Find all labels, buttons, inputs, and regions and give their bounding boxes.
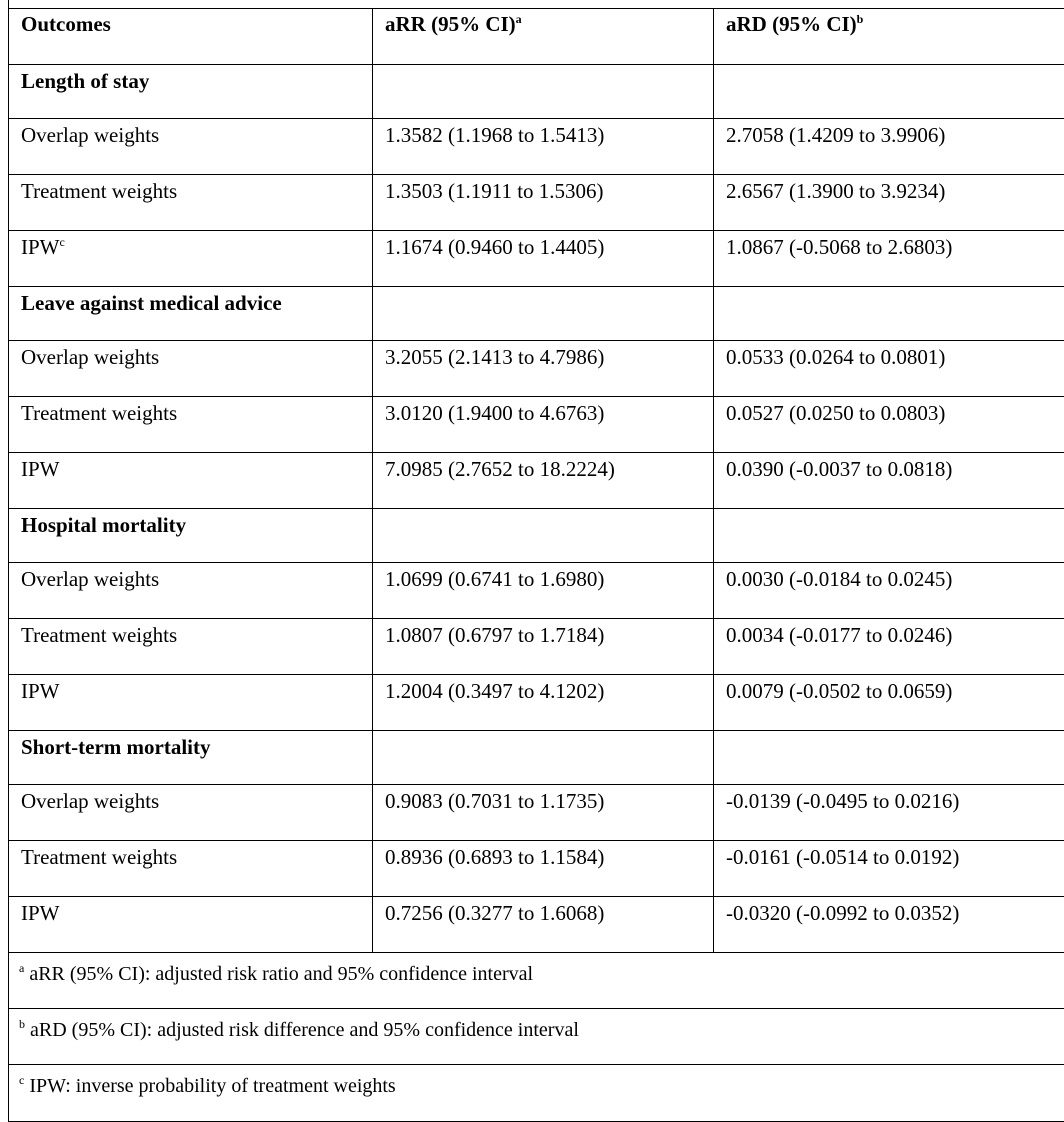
group-name: Length of stay — [9, 65, 373, 119]
method-cell: Overlap weights — [9, 119, 373, 175]
arr-cell: 3.0120 (1.9400 to 4.6763) — [373, 397, 714, 453]
arr-cell: 1.3582 (1.1968 to 1.5413) — [373, 119, 714, 175]
table-row — [9, 675, 1064, 731]
empty-cell — [714, 287, 1064, 341]
ard-cell: 1.0867 (-0.5068 to 2.6803) — [714, 231, 1064, 287]
group-row — [9, 287, 1064, 341]
method-cell: Overlap weights — [9, 563, 373, 619]
ard-cell: 2.7058 (1.4209 to 3.9906) — [714, 119, 1064, 175]
table-body — [9, 65, 1064, 1122]
arr-cell: 3.2055 (2.1413 to 4.7986) — [373, 341, 714, 397]
ard-cell: -0.0320 (-0.0992 to 0.0352) — [714, 897, 1064, 953]
table-row — [9, 897, 1064, 953]
method-cell: Overlap weights — [9, 341, 373, 397]
table-row — [9, 841, 1064, 897]
results-table — [8, 8, 1064, 1122]
arr-cell: 1.0699 (0.6741 to 1.6980) — [373, 563, 714, 619]
footnote: $^a$ aRR (95% CI): adjusted risk ratio and 95% confidence interval — [9, 953, 1064, 1009]
footnote-sup: a — [19, 961, 24, 975]
ard-cell: 0.0034 (-0.0177 to 0.0246) — [714, 619, 1064, 675]
empty-cell — [373, 731, 714, 785]
arr-cell: 1.0807 (0.6797 to 1.7184) — [373, 619, 714, 675]
header-row — [9, 9, 1064, 65]
group-row — [9, 731, 1064, 785]
ard-cell: -0.0139 (-0.0495 to 0.0216) — [714, 785, 1064, 841]
method-cell: IPW — [9, 897, 373, 953]
method-cell: Treatment weights — [9, 175, 373, 231]
ard-cell: 0.0079 (-0.0502 to 0.0659) — [714, 675, 1064, 731]
ard-cell: 0.0390 (-0.0037 to 0.0818) — [714, 453, 1064, 509]
arr-cell: 1.3503 (1.1911 to 1.5306) — [373, 175, 714, 231]
empty-cell — [373, 509, 714, 563]
arr-cell: 0.7256 (0.3277 to 1.6068) — [373, 897, 714, 953]
empty-cell — [373, 287, 714, 341]
method-cell: Treatment weights — [9, 841, 373, 897]
table-row — [9, 341, 1064, 397]
arr-cell: 0.8936 (0.6893 to 1.1584) — [373, 841, 714, 897]
group-name: Short-term mortality — [9, 731, 373, 785]
empty-cell — [373, 65, 714, 119]
table-row — [9, 563, 1064, 619]
footnote: $^c$ IPW: inverse probability of treatment weights — [9, 1065, 1064, 1122]
arr-cell: 0.9083 (0.7031 to 1.1735) — [373, 785, 714, 841]
table-row — [9, 453, 1064, 509]
arr-cell: 7.0985 (2.7652 to 18.2224) — [373, 453, 714, 509]
ard-cell: 0.0030 (-0.0184 to 0.0245) — [714, 563, 1064, 619]
method-cell: IPW$^c$ — [9, 231, 373, 287]
table-row — [9, 619, 1064, 675]
header-arr: aRR (95% CI)$^a$ — [373, 9, 714, 65]
ard-cell: 2.6567 (1.3900 to 3.9234) — [714, 175, 1064, 231]
method-cell: Treatment weights — [9, 397, 373, 453]
footnote-row — [9, 953, 1064, 1009]
header-ard: aRD (95% CI)$^b$ — [714, 9, 1064, 65]
footnote: $^b$ aRD (95% CI): adjusted risk difference and 95% confidence interval — [9, 1009, 1064, 1065]
table-row — [9, 175, 1064, 231]
footnote-sup: c — [19, 1073, 24, 1087]
group-row — [9, 509, 1064, 563]
method-cell: Overlap weights — [9, 785, 373, 841]
empty-cell — [714, 65, 1064, 119]
header-outcomes: Outcomes — [9, 9, 373, 65]
group-row — [9, 65, 1064, 119]
table-row — [9, 397, 1064, 453]
group-name: Leave against medical advice — [9, 287, 373, 341]
method-cell: Treatment weights — [9, 619, 373, 675]
header-ard-sup: b — [857, 12, 864, 26]
method-cell: IPW — [9, 675, 373, 731]
method-cell: IPW — [9, 453, 373, 509]
table-row — [9, 785, 1064, 841]
footnote-row — [9, 1009, 1064, 1065]
empty-cell — [714, 731, 1064, 785]
ard-cell: -0.0161 (-0.0514 to 0.0192) — [714, 841, 1064, 897]
empty-cell — [714, 509, 1064, 563]
method-cell-sup: c — [60, 235, 65, 249]
ard-cell: 0.0527 (0.0250 to 0.0803) — [714, 397, 1064, 453]
ard-cell: 0.0533 (0.0264 to 0.0801) — [714, 341, 1064, 397]
header-arr-sup: a — [516, 12, 522, 26]
table-row — [9, 231, 1064, 287]
footnote-row — [9, 1065, 1064, 1122]
top-rule — [8, 0, 9, 8]
footnote-sup: b — [19, 1017, 25, 1031]
arr-cell: 1.1674 (0.9460 to 1.4405) — [373, 231, 714, 287]
group-name: Hospital mortality — [9, 509, 373, 563]
arr-cell: 1.2004 (0.3497 to 4.1202) — [373, 675, 714, 731]
table-row — [9, 119, 1064, 175]
